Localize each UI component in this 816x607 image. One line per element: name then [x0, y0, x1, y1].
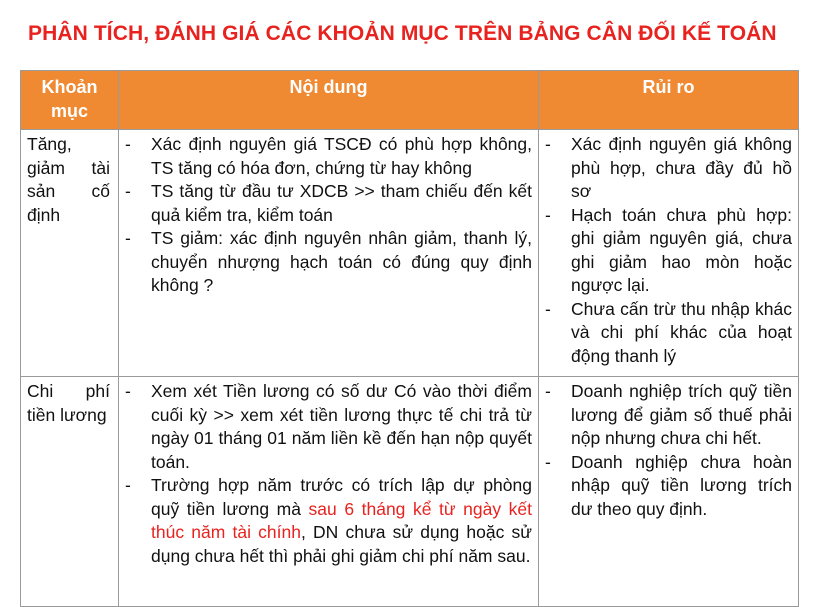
list-item: - Xác định nguyên giá không phù hợp, chưa đầy đủ hồ sơ	[545, 134, 792, 201]
category-cell	[21, 130, 119, 377]
list-item: - Chưa cấn trừ thu nhập khác và chi phí khác của hoạt động thanh lý	[545, 298, 792, 366]
category-line: sản cố	[27, 181, 110, 201]
list-item: - Hạch toán chưa phù hợp: ghi giảm nguyên giá, chưa ghi giảm hao mòn hoặc ngược lại.	[545, 204, 792, 295]
category-line: Tăng,	[27, 134, 72, 154]
content-cell	[119, 377, 539, 607]
bullet-dash: -	[125, 228, 131, 248]
header-risk: Rủi ro	[539, 71, 799, 130]
highlighted-text: sau 6 tháng kể từ ngày kết thúc năm tài chính	[151, 498, 533, 542]
list-item: - Doanh nghiệp trích quỹ tiền lương để giảm số thuế phải nộp nhưng chưa chi hết.	[545, 381, 792, 448]
analysis-table	[20, 70, 799, 607]
bullet-dash: -	[545, 204, 551, 225]
list-item: - Doanh nghiệp chưa hoàn nhập quỹ tiền lương trích dư theo quy định.	[545, 451, 792, 519]
list-item: - Xác định nguyên giá TSCĐ có phù hợp không, TS tăng có hóa đơn, chứng từ hay không	[125, 134, 532, 178]
bullet-dash: -	[545, 381, 551, 401]
header-content: Nội dung	[119, 71, 539, 130]
category-cell	[21, 377, 119, 607]
category-line: giảm tài	[27, 157, 110, 178]
content-cell	[119, 130, 539, 377]
bullet-dash: -	[545, 298, 551, 319]
header-category: Khoản mục	[21, 71, 119, 130]
bullet-dash: -	[125, 381, 131, 401]
category-line: Chi phí	[27, 381, 110, 401]
list-item: - TS tăng từ đầu tư XDCB >> tham chiếu đến kết quả kiểm tra, kiểm toán	[125, 181, 532, 225]
page-title: PHÂN TÍCH, ĐÁNH GIÁ CÁC KHOẢN MỤC TRÊN BẢNG CÂN ĐỐI KẾ TOÁN	[28, 22, 777, 45]
list-item: - Trường hợp năm trước có trích lập dự phòng quỹ tiền lương mà sau 6 tháng kể từ ngày kết thúc năm tài chính, DN chưa sử dụng hoặc sử dụng chưa hết thì phải ghi giảm chi phí năm sau.	[125, 475, 533, 566]
table-row	[21, 130, 799, 377]
bullet-dash: -	[545, 451, 551, 472]
list-item: - TS giảm: xác định nguyên nhân giảm, thanh lý, chuyển nhượng hạch toán có đúng quy định không ?	[125, 228, 532, 295]
bullet-dash: -	[125, 475, 131, 495]
category-line: định	[27, 204, 61, 225]
risk-cell	[539, 130, 799, 377]
category-line: tiền lương	[27, 404, 107, 425]
table-header-row	[21, 71, 799, 130]
table-row	[21, 377, 799, 607]
bullet-dash: -	[125, 181, 131, 201]
list-item: - Xem xét Tiền lương có số dư Có vào thời điểm cuối kỳ >> xem xét tiền lương thực tế chi trả từ ngày 01 tháng 01 năm liền kề đến hạn nộp quyết toán.	[125, 381, 532, 472]
bullet-dash: -	[125, 134, 131, 154]
risk-cell	[539, 377, 799, 607]
bullet-dash: -	[545, 134, 551, 154]
